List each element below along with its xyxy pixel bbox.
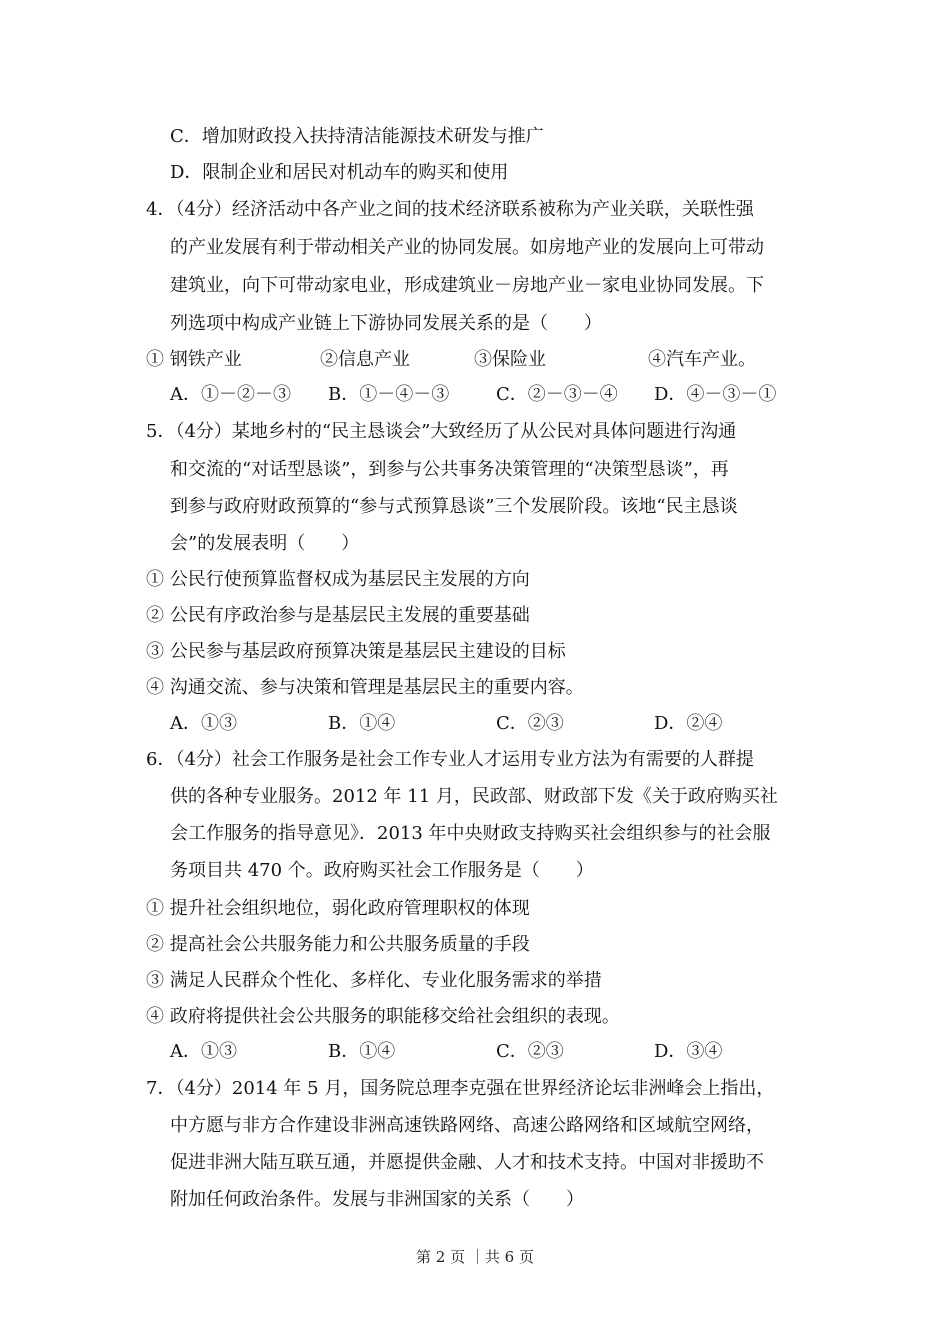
q5-option-d: D．②④ <box>654 713 723 734</box>
q6-option-c: C．②③ <box>496 1041 564 1062</box>
q5-item: ④ 沟通交流、参与决策和管理是基层民主的重要内容。 <box>146 677 584 698</box>
q6-item: ② 提高社会公共服务能力和公共服务质量的手段 <box>146 934 530 955</box>
q4-option-d: D．④－③－① <box>654 384 777 405</box>
q7-stem-line: 7．（4分）2014 年 5 月，国务院总理李克强在世界经济论坛非洲峰会上指出， <box>146 1078 775 1099</box>
q6-item: ④ 政府将提供社会公共服务的职能移交给社会组织的表现。 <box>146 1006 620 1027</box>
q5-item: ③ 公民参与基层政府预算决策是基层民主建设的目标 <box>146 641 566 662</box>
q4-option-c: C．②－③－④ <box>496 384 618 405</box>
q6-option-b: B．①④ <box>328 1041 396 1062</box>
q5-stem-line: 5．（4分）某地乡村的“民主恳谈会”大致经历了从公民对具体问题进行沟通 <box>146 421 737 442</box>
q7-stem-line: 中方愿与非方合作建设非洲高速铁路网络、高速公路网络和区域航空网络， <box>170 1115 764 1136</box>
q4-option-a: A．①－②－③ <box>170 384 291 405</box>
q5-stem-line: 和交流的“对话型恳谈”，到参与公共事务决策管理的“决策型恳谈”，再 <box>170 459 729 480</box>
q6-option-d: D．③④ <box>654 1041 723 1062</box>
q6-option-a: A．①③ <box>170 1041 237 1062</box>
q6-stem-line: 务项目共 470 个。政府购买社会工作服务是（ ） <box>170 860 594 881</box>
q5-stem-line: 到参与政府财政预算的“参与式预算恳谈”三个发展阶段。该地“民主恳谈 <box>170 496 738 517</box>
q5-stem-line: 会”的发展表明（ ） <box>170 533 360 554</box>
q4-stem-line: 建筑业，向下可带动家电业，形成建筑业－房地产业－家电业协同发展。下 <box>170 275 764 296</box>
q7-stem-line: 附加任何政治条件。发展与非洲国家的关系（ ） <box>170 1189 584 1210</box>
q4-item: ④汽车产业。 <box>648 349 756 370</box>
q6-stem-line: 6．（4分）社会工作服务是社会工作专业人才运用专业方法为有需要的人群提 <box>146 749 754 770</box>
q5-option-a: A．①③ <box>170 713 237 734</box>
q5-option-c: C．②③ <box>496 713 564 734</box>
q5-item: ② 公民有序政治参与是基层民主发展的重要基础 <box>146 605 530 626</box>
q4-option-b: B．①－④－③ <box>328 384 450 405</box>
q5-option-b: B．①④ <box>328 713 396 734</box>
q6-stem-line: 会工作服务的指导意见》．2013 年中央财政支持购买社会组织参与的社会服 <box>170 823 771 844</box>
q6-item: ① 提升社会组织地位，弱化政府管理职权的体现 <box>146 898 530 919</box>
q5-item: ① 公民行使预算监督权成为基层民主发展的方向 <box>146 569 530 590</box>
q4-item: ②信息产业 <box>320 349 410 370</box>
q3-option-d: D．限制企业和居民对机动车的购买和使用 <box>170 162 509 183</box>
q6-stem-line: 供的各种专业服务。2012 年 11 月，民政部、财政部下发《关于政府购买社 <box>170 786 778 807</box>
q6-item: ③ 满足人民群众个性化、多样化、专业化服务需求的举措 <box>146 970 602 991</box>
q4-stem-line: 的产业发展有利于带动相关产业的协同发展。如房地产业的发展向上可带动 <box>170 237 764 258</box>
q7-stem-line: 促进非洲大陆互联互通，并愿提供金融、人才和技术支持。中国对非援助不 <box>170 1152 764 1173</box>
q4-item: ③保险业 <box>474 349 546 370</box>
q4-item: ① 钢铁产业 <box>146 349 242 370</box>
page-footer: 第 2 页 ｜共 6 页 <box>416 1248 534 1266</box>
q4-stem-line: 4．（4分）经济活动中各产业之间的技术经济联系被称为产业关联，关联性强 <box>146 199 754 220</box>
q4-stem-line: 列选项中构成产业链上下游协同发展关系的是（ ） <box>170 313 602 334</box>
q3-option-c: C．增加财政投入扶持清洁能源技术研发与推广 <box>170 126 544 147</box>
